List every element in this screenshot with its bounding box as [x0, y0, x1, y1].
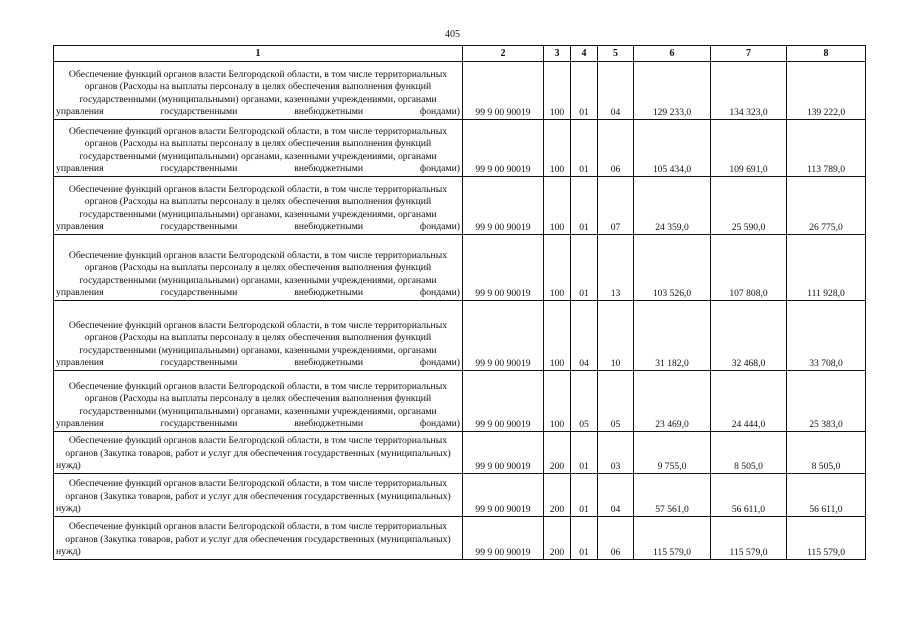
row-section: 01 [571, 517, 598, 560]
header-col-pr: 5 [598, 46, 634, 62]
row-section: 01 [571, 177, 598, 235]
row-subsection: 05 [598, 371, 634, 432]
row-section: 05 [571, 371, 598, 432]
table-row [54, 432, 866, 474]
row-target-article: 99 9 00 90019 [463, 432, 544, 474]
row-amount-year1: 9 755,0 [634, 432, 711, 474]
row-amount-year3: 115 579,0 [787, 517, 866, 560]
row-amount-year2: 56 611,0 [711, 474, 787, 517]
row-amount-year2: 115 579,0 [711, 517, 787, 560]
row-amount-year3: 56 611,0 [787, 474, 866, 517]
row-amount-year2: 25 590,0 [711, 177, 787, 235]
table-row [54, 62, 866, 120]
budget-table [53, 45, 866, 560]
row-target-article: 99 9 00 90019 [463, 371, 544, 432]
row-target-article: 99 9 00 90019 [463, 120, 544, 177]
row-expense-type: 100 [544, 177, 571, 235]
row-section: 01 [571, 474, 598, 517]
row-description: Обеспечение функций органов власти Белгородской области, в том числе территориальных органов (Закупка товаров, работ и услуг для обеспечения государственных (муниципальных) нужд) [54, 432, 463, 474]
row-target-article: 99 9 00 90019 [463, 301, 544, 371]
row-section: 04 [571, 301, 598, 371]
row-section: 01 [571, 432, 598, 474]
row-target-article: 99 9 00 90019 [463, 235, 544, 301]
row-subsection: 10 [598, 301, 634, 371]
row-subsection: 06 [598, 120, 634, 177]
row-amount-year3: 25 383,0 [787, 371, 866, 432]
header-col-rz: 4 [571, 46, 598, 62]
row-target-article: 99 9 00 90019 [463, 517, 544, 560]
header-col-year3: 8 [787, 46, 866, 62]
row-section: 01 [571, 62, 598, 120]
table-row [54, 474, 866, 517]
row-subsection: 06 [598, 517, 634, 560]
row-amount-year1: 31 182,0 [634, 301, 711, 371]
row-target-article: 99 9 00 90019 [463, 177, 544, 235]
row-amount-year3: 111 928,0 [787, 235, 866, 301]
row-amount-year2: 134 323,0 [711, 62, 787, 120]
row-amount-year2: 8 505,0 [711, 432, 787, 474]
row-amount-year2: 107 808,0 [711, 235, 787, 301]
table-row [54, 301, 866, 371]
row-amount-year3: 113 789,0 [787, 120, 866, 177]
row-amount-year1: 115 579,0 [634, 517, 711, 560]
header-col-description: 1 [54, 46, 463, 62]
row-amount-year3: 8 505,0 [787, 432, 866, 474]
table-row [54, 177, 866, 235]
row-expense-type: 200 [544, 474, 571, 517]
row-expense-type: 100 [544, 301, 571, 371]
row-amount-year1: 103 526,0 [634, 235, 711, 301]
row-description: Обеспечение функций органов власти Белгородской области, в том числе территориальных органов (Расходы на выплаты персоналу в целях обеспечения выполнения функций государственными (муниципальными) органами, казенными учреждениями, органами управления государственными внебюджетными фондами) [54, 371, 463, 432]
row-amount-year3: 33 708,0 [787, 301, 866, 371]
row-expense-type: 100 [544, 371, 571, 432]
row-description: Обеспечение функций органов власти Белгородской области, в том числе территориальных органов (Расходы на выплаты персоналу в целях обеспечения выполнения функций государственными (муниципальными) органами, казенными учреждениями, органами управления государственными внебюджетными фондами) [54, 62, 463, 120]
row-description: Обеспечение функций органов власти Белгородской области, в том числе территориальных органов (Расходы на выплаты персоналу в целях обеспечения выполнения функций государственными (муниципальными) органами, казенными учреждениями, органами управления государственными внебюджетными фондами) [54, 120, 463, 177]
row-amount-year1: 24 359,0 [634, 177, 711, 235]
row-target-article: 99 9 00 90019 [463, 62, 544, 120]
row-subsection: 07 [598, 177, 634, 235]
row-expense-type: 100 [544, 235, 571, 301]
row-amount-year1: 23 469,0 [634, 371, 711, 432]
row-description: Обеспечение функций органов власти Белгородской области, в том числе территориальных органов (Закупка товаров, работ и услуг для обеспечения государственных (муниципальных) нужд) [54, 474, 463, 517]
header-col-year2: 7 [711, 46, 787, 62]
row-expense-type: 200 [544, 432, 571, 474]
row-subsection: 04 [598, 474, 634, 517]
row-expense-type: 100 [544, 62, 571, 120]
row-amount-year1: 105 434,0 [634, 120, 711, 177]
header-col-kcsr: 2 [463, 46, 544, 62]
row-amount-year2: 32 468,0 [711, 301, 787, 371]
table-row [54, 371, 866, 432]
table-row [54, 235, 866, 301]
row-subsection: 03 [598, 432, 634, 474]
row-amount-year1: 57 561,0 [634, 474, 711, 517]
row-expense-type: 100 [544, 120, 571, 177]
row-target-article: 99 9 00 90019 [463, 474, 544, 517]
row-section: 01 [571, 235, 598, 301]
row-expense-type: 200 [544, 517, 571, 560]
header-row [54, 46, 866, 62]
table-row [54, 517, 866, 560]
row-description: Обеспечение функций органов власти Белгородской области, в том числе территориальных органов (Расходы на выплаты персоналу в целях обеспечения выполнения функций государственными (муниципальными) органами, казенными учреждениями, органами управления государственными внебюджетными фондами) [54, 301, 463, 371]
header-col-vr: 3 [544, 46, 571, 62]
row-description: Обеспечение функций органов власти Белгородской области, в том числе территориальных органов (Расходы на выплаты персоналу в целях обеспечения выполнения функций государственными (муниципальными) органами, казенными учреждениями, органами управления государственными внебюджетными фондами) [54, 177, 463, 235]
table-row [54, 120, 866, 177]
row-amount-year1: 129 233,0 [634, 62, 711, 120]
row-amount-year2: 24 444,0 [711, 371, 787, 432]
row-amount-year3: 26 775,0 [787, 177, 866, 235]
row-section: 01 [571, 120, 598, 177]
row-description: Обеспечение функций органов власти Белгородской области, в том числе территориальных органов (Закупка товаров, работ и услуг для обеспечения государственных (муниципальных) нужд) [54, 517, 463, 560]
header-col-year1: 6 [634, 46, 711, 62]
row-amount-year3: 139 222,0 [787, 62, 866, 120]
row-description: Обеспечение функций органов власти Белгородской области, в том числе территориальных органов (Расходы на выплаты персоналу в целях обеспечения выполнения функций государственными (муниципальными) органами, казенными учреждениями, органами управления государственными внебюджетными фондами) [54, 235, 463, 301]
page-number: 405 [445, 29, 460, 40]
row-subsection: 04 [598, 62, 634, 120]
row-amount-year2: 109 691,0 [711, 120, 787, 177]
row-subsection: 13 [598, 235, 634, 301]
